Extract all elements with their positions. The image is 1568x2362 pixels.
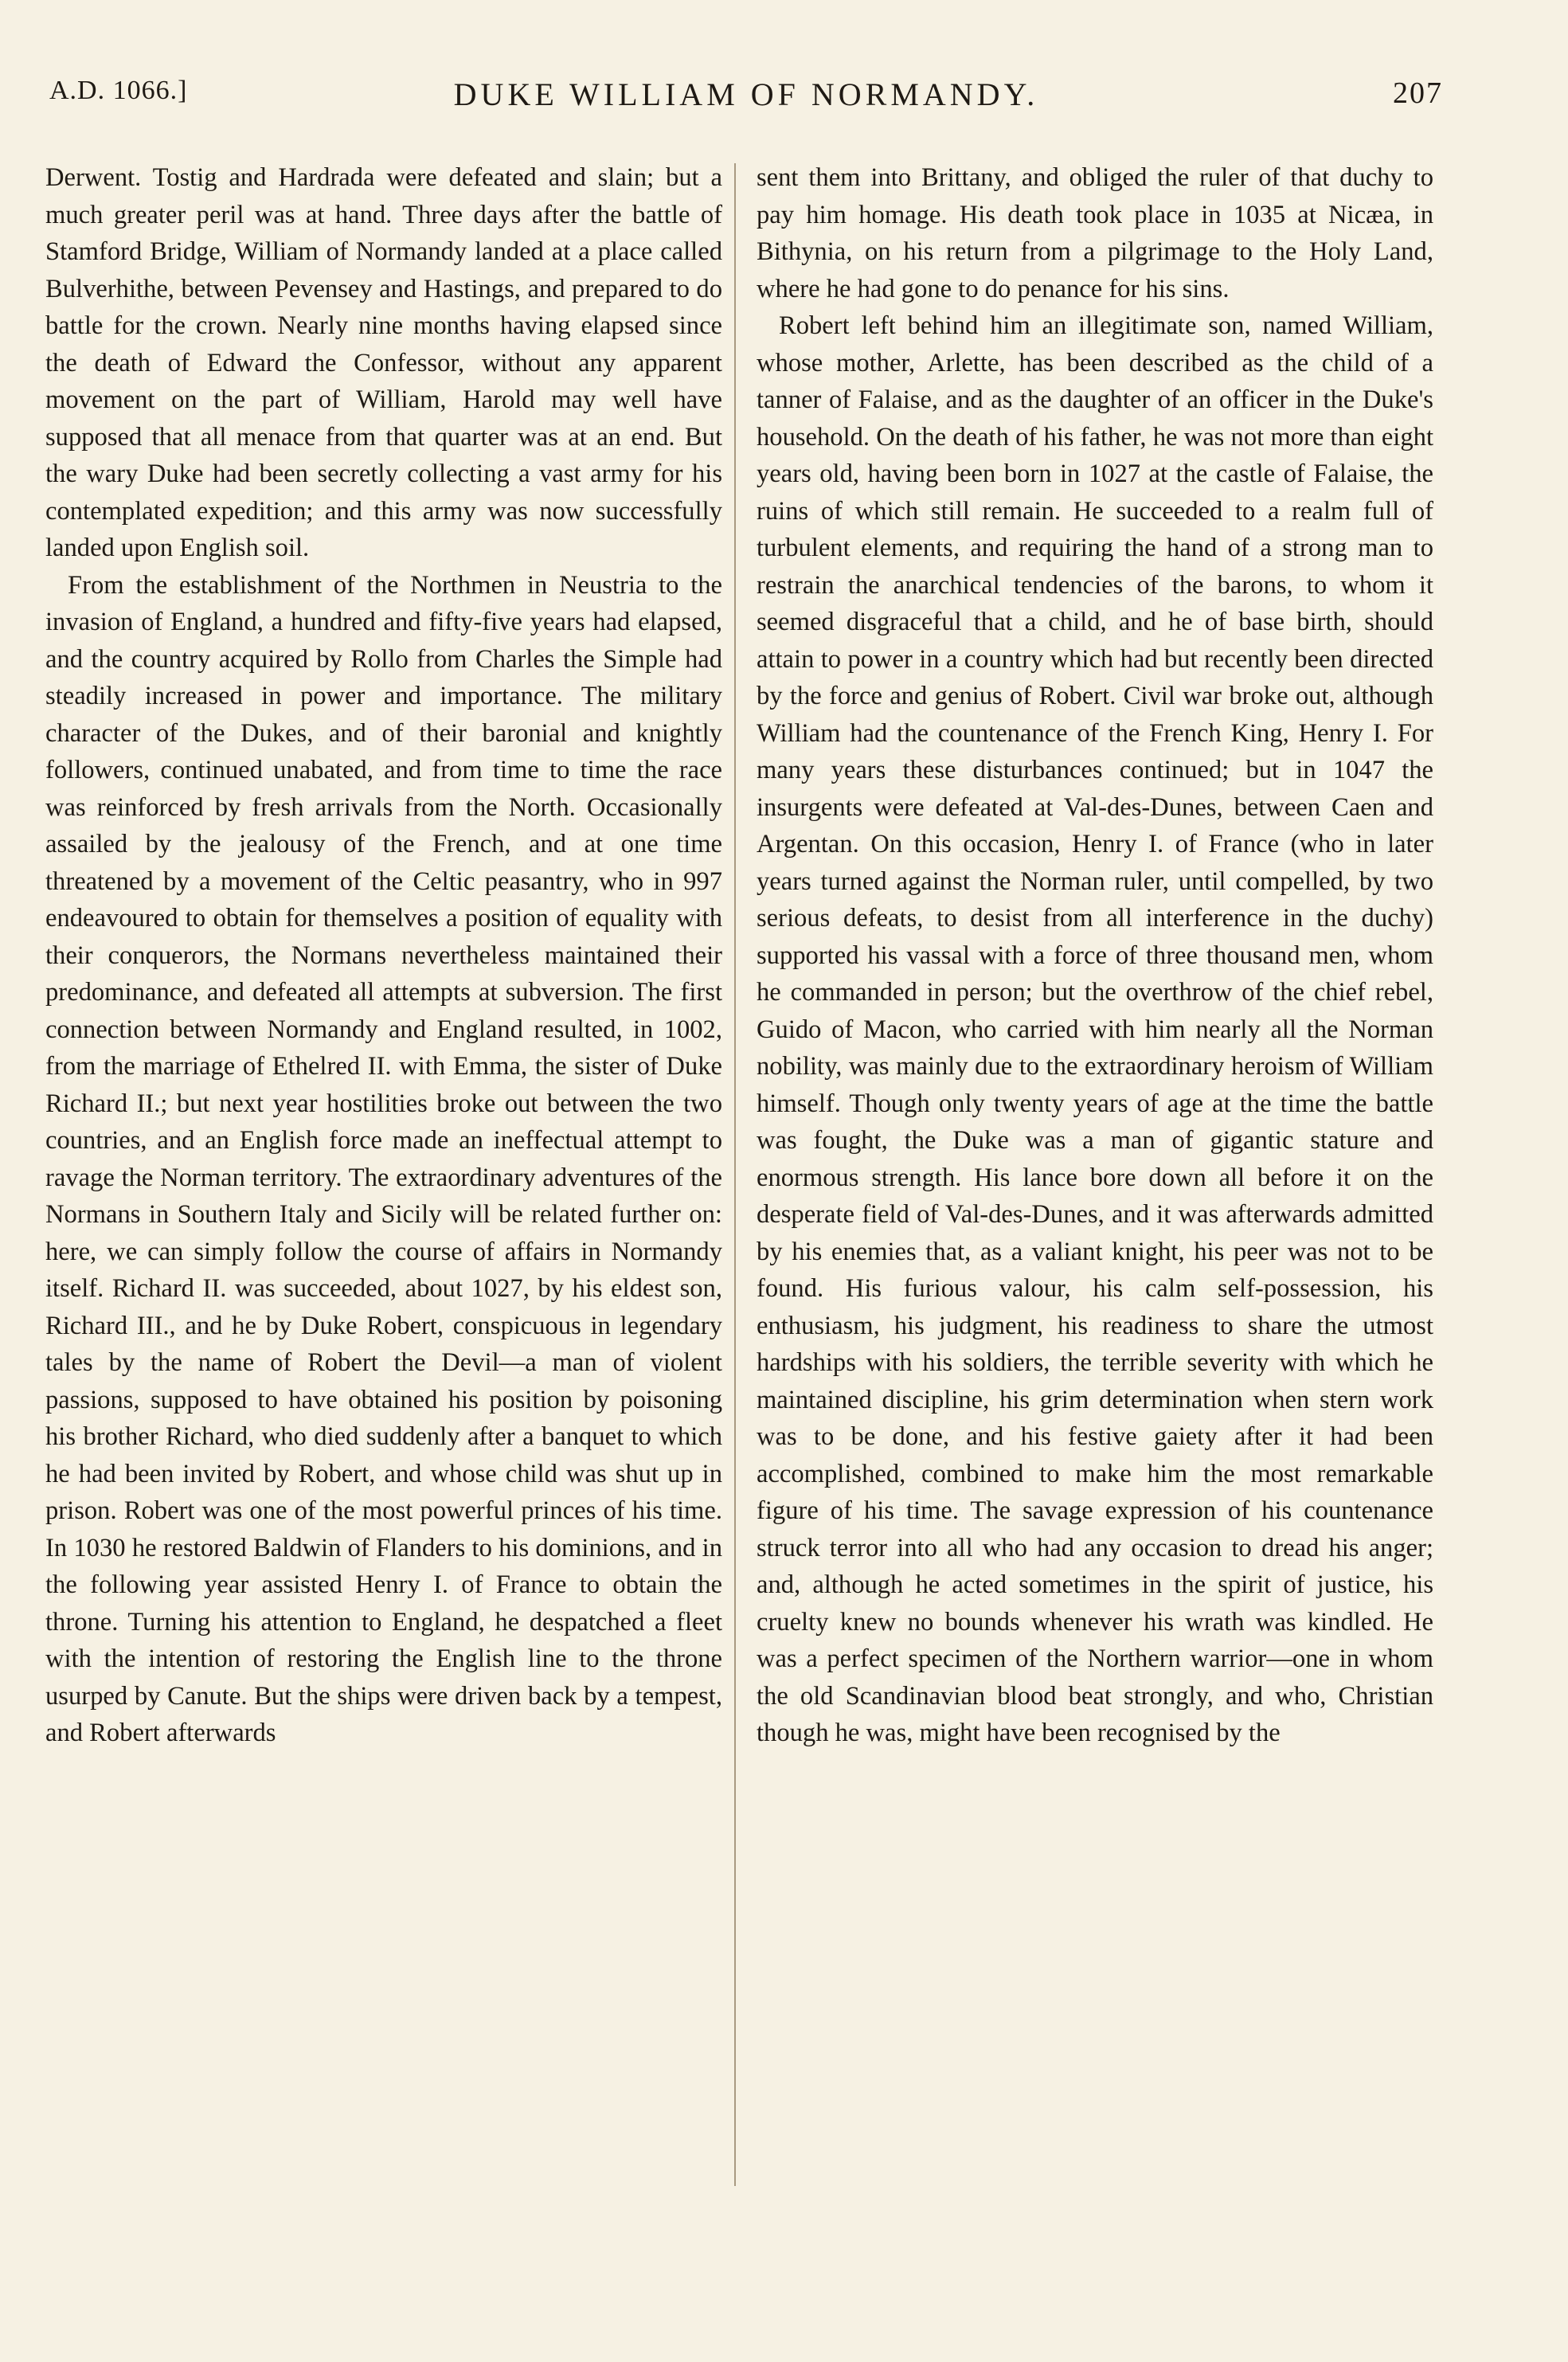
column-divider xyxy=(734,163,736,2186)
header-title: DUKE WILLIAM OF NORMANDY. xyxy=(453,76,1039,112)
paragraph: Derwent. Tostig and Hardrada were defeated and slain; but a much greater peril was at hand. Three days after the battle of Stamford Bridge, William of Normandy landed at a place called Bulverhithe, between Pevensey and Hastings, and prepared to do battle for the crown. Nearly nine months having elapsed since the death of Edward the Confessor, without any apparent movement on the part of William, Harold may well have supposed that all menace from that quarter was at an end. But the wary Duke had been secretly collecting a vast army for his contemplated expedition; and this army was now successfully landed upon English soil. xyxy=(45,163,722,562)
paragraph: sent them into Brittany, and obliged the ruler of that duchy to pay him homage. His death took place in 1035 at Nicæa, in Bithynia, on his return from a pilgrimage to the Holy Land, where he had gone to do penance for his sins. xyxy=(757,163,1433,303)
paragraph: From the establishment of the Northmen in Neustria to the invasion of England, a hundred and fifty-five years had elapsed, and the country acquired by Rollo from Charles the Simple had steadily increased in power and importance. The military character of the Dukes, and of their baronial and knightly followers, continued unabated, and from time to time the race was reinforced by fresh arrivals from the North. Occasionally assailed by the jealousy of the French, and at one time threatened by a movement of the Celtic peasantry, who in 997 endeavoured to obtain for themselves a position of equality with their conquerors, the Normans nevertheless maintained their predominance, and defeated all attempts at subversion. The first connection between Normandy and England resulted, in 1002, from the marriage of Ethelred II. with Emma, the sister of Duke Richard II.; but next year hostilities broke out between the two countries, and an English force made an ineffectual attempt to ravage the Norman territory. The extraordinary adventures of the Normans in Southern Italy and Sicily will be related further on: here, we can simply follow the course of affairs in Normandy itself. Richard II. was succeeded, about 1027, by his eldest son, Richard III., and he by Duke Robert, conspicuous in legendary tales by the name of Robert the Devil—a man of violent passions, supposed to have obtained his position by poisoning his brother Richard, who died suddenly after a banquet to which he had been invited by Robert, and whose child was shut up in prison. Robert was one of the most powerful princes of his time. In 1030 he restored Baldwin of Flanders to his dominions, and in the following year assisted Henry I. of France to obtain the throne. Turning his attention to England, he despatched a fleet with the intention of restoring the English line to the throne usurped by Canute. But the ships were driven back by a tempest, and Robert afterwards xyxy=(45,570,722,1747)
page-number: 207 xyxy=(1393,76,1443,110)
right-column xyxy=(757,159,1433,1752)
running-header xyxy=(49,76,1443,131)
left-column xyxy=(45,159,722,1752)
paragraph: Robert left behind him an illegitimate son, named William, whose mother, Arlette, has been described as the child of a tanner of Falaise, and as the daughter of an officer in the Duke's household. On the death of his father, he was not more than eight years old, having been born in 1027 at the castle of Falaise, the ruins of which still remain. He succeeded to a realm full of turbulent elements, and requiring the hand of a strong man to restrain the anarchical tendencies of the barons, to whom it seemed disgraceful that a child, and he of base birth, should attain to power in a country which had but recently been directed by the force and genius of Robert. Civil war broke out, although William had the countenance of the French King, Henry I. For many years these disturbances continued; but in 1047 the insurgents were defeated at Val-des-Dunes, between Caen and Argentan. On this occasion, Henry I. of France (who in later years turned against the Norman ruler, until compelled, by two serious defeats, to desist from all interference in the duchy) supported his vassal with a force of three thousand men, whom he commanded in person; but the overthrow of the chief rebel, Guido of Macon, who carried with him nearly all the Norman nobility, was mainly due to the extraordinary heroism of William himself. Though only twenty years of age at the time the battle was fought, the Duke was a man of gigantic stature and enormous strength. His lance bore down all before it on the desperate field of Val-des-Dunes, and it was afterwards admitted by his enemies that, as a valiant knight, his peer was not to be found. His furious valour, his calm self-possession, his enthusiasm, his judgment, his readiness to share the utmost hardships with his soldiers, the terrible severity with which he maintained discipline, his grim determination when stern work was to be done, and his festive gaiety after it had been accomplished, combined to make him the most remarkable figure of his time. The savage expression of his countenance struck terror into all who had any occasion to dread his anger; and, although he acted sometimes in the spirit of justice, his cruelty knew no bounds whenever his wrath was kindled. He was a perfect specimen of the Northern warrior—one in whom the old Scandinavian blood beat strongly, and who, Christian though he was, might have been recognised by the xyxy=(757,311,1433,1747)
header-date: A.D. 1066.] xyxy=(49,76,188,105)
